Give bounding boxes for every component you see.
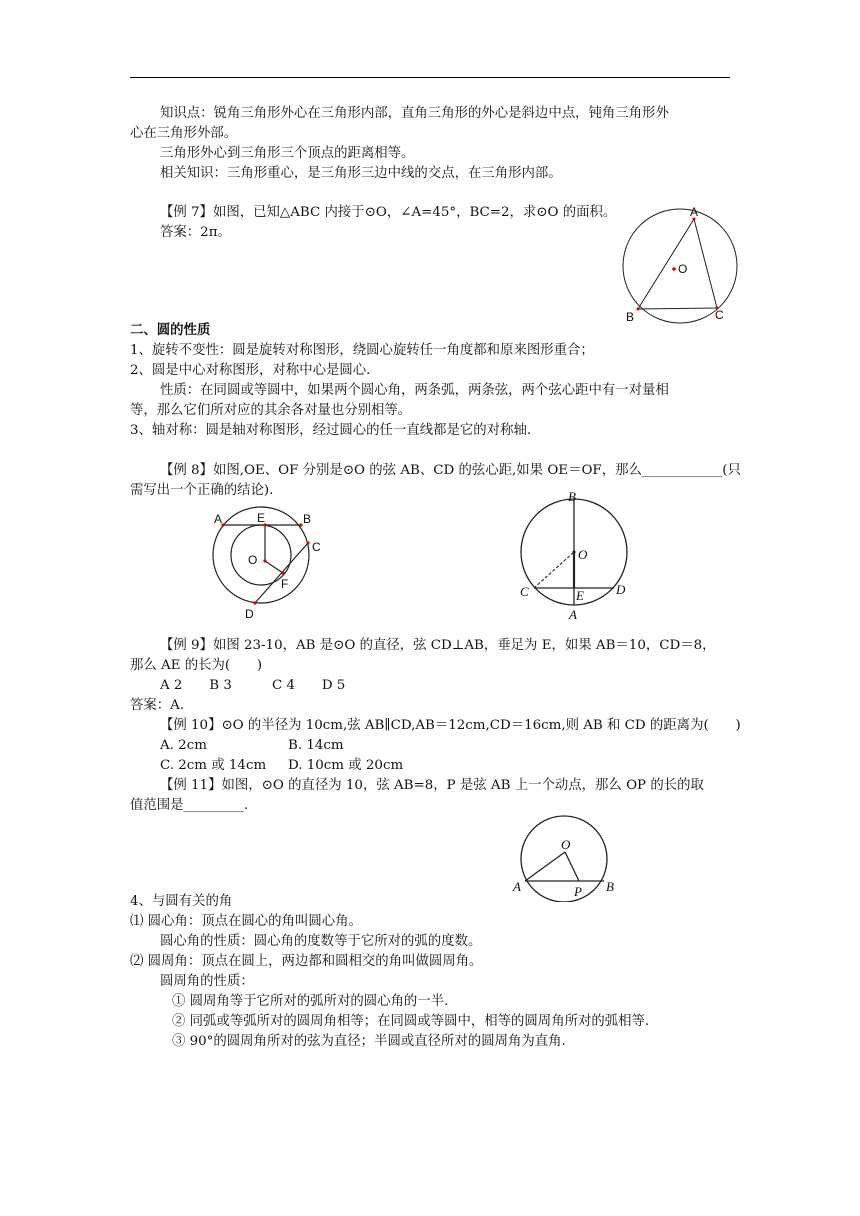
knowledge-line-3: 三角形外心到三角形三个顶点的距离相等。: [160, 146, 415, 161]
angles-line-2: 圆心角的性质：圆心角的度数等于它所对的弧的度数。: [160, 934, 482, 949]
label-C: C: [520, 584, 529, 599]
header-rule: [130, 77, 730, 78]
knowledge-line-2: 心在三角形外部。: [130, 126, 238, 141]
section-title-circle-properties: 二、圆的性质: [130, 323, 211, 338]
segment-op: [565, 852, 579, 881]
label-O: O: [678, 262, 688, 276]
example-8-question-2: 需写出一个正确的结论).: [130, 483, 274, 498]
angles-line-5: ① 圆周角等于它所对的弧所对的圆心角的一半.: [172, 994, 449, 1009]
label-P: P: [574, 884, 582, 899]
label-E: E: [257, 511, 266, 525]
label-D: D: [245, 607, 254, 620]
example-7-answer: 答案：2π。: [160, 225, 231, 240]
label-B: B: [568, 489, 576, 504]
label-O: O: [561, 837, 571, 852]
radius-oc: [534, 552, 574, 588]
angles-line-1: ⑴ 圆心角：顶点在圆心的角叫圆心角。: [130, 914, 362, 929]
segment-of: [265, 561, 283, 573]
example-7-figure: [618, 203, 748, 328]
segment-oa: [525, 852, 565, 881]
example-7-question: 【例 7】如图，已知△ABC 内接于⊙O，∠A=45°，BC=2，求⊙O 的面积。: [160, 205, 617, 220]
example-9-figure: [512, 488, 637, 624]
label-A: A: [569, 607, 577, 622]
example-9-answer: 答案：A.: [130, 698, 185, 713]
label-B: B: [606, 879, 614, 894]
label-A: A: [513, 879, 521, 894]
example-8-question-1: 【例 8】如图,OE、OF 分别是⊙O 的弦 AB、CD 的弦心距,如果 OE＝OF，那么____________(只: [160, 463, 741, 478]
label-O: O: [248, 553, 258, 567]
example-10-option-c: C. 2cm 或 14cm: [160, 758, 267, 773]
example-9-question-2: 那么 AE 的长为( ): [130, 658, 263, 673]
circle: [521, 816, 607, 902]
angles-line-4: 圆周角的性质：: [160, 974, 254, 989]
section-title-angles: 4、与圆有关的角: [130, 894, 233, 909]
example-8-figure: [205, 505, 330, 620]
example-10-question: 【例 10】⊙O 的半径为 10cm,弦 AB∥CD,AB＝12cm,CD＝16cm,则 AB 和 CD 的距离为( ): [160, 718, 741, 733]
example-9-question-1: 【例 9】如图 23-10，AB 是⊙O 的直径，弦 CD⊥AB，垂足为 E，如果 AB＝10，CD＝8，: [160, 638, 716, 653]
property-line-2: 2、圆是中心对称图形，对称中心是圆心.: [130, 363, 371, 378]
label-A: A: [690, 205, 699, 219]
example-9-options: A 2 B 3 C 4 D 5: [160, 678, 346, 693]
label-C: C: [715, 308, 724, 322]
knowledge-line-1: 知识点：锐角三角形外心在三角形内部，直角三角形的外心是斜边中点，钝角三角形外: [160, 106, 669, 121]
example-10-option-d: D. 10cm 或 20cm: [288, 758, 404, 773]
label-D: D: [616, 582, 626, 597]
label-B: B: [303, 512, 312, 526]
label-F: F: [281, 577, 289, 591]
label-B: B: [626, 310, 635, 324]
example-10-option-b: B. 14cm: [288, 738, 344, 753]
center-point: [672, 267, 676, 271]
example-11-question-2: 值范围是_________.: [130, 798, 249, 813]
example-11-figure: [508, 812, 620, 902]
property-line-1: 1、旋转不变性：圆是旋转对称图形，绕圆心旋转任一角度都和原来图形重合；: [130, 343, 594, 358]
example-10-option-a: A. 2cm: [160, 738, 207, 753]
property-line-4: 等，那么它们所对应的其余各对量也分别相等。: [130, 403, 412, 418]
property-line-5: 3、轴对称：圆是轴对称图形，经过圆心的任一直线都是它的对称轴.: [130, 423, 532, 438]
example-11-question-1: 【例 11】如图，⊙O 的直径为 10，弦 AB=8，P 是弦 AB 上一个动点，那么 OP 的长的取: [160, 778, 704, 793]
angles-line-7: ③ 90°的圆周角所对的弦为直径；半圆或直径所对的圆周角为直角.: [172, 1034, 566, 1049]
inner-circle: [231, 525, 291, 585]
label-C: C: [312, 540, 321, 554]
knowledge-line-4: 相关知识：三角形重心，是三角形三边中线的交点，在三角形内部。: [160, 166, 562, 181]
label-E: E: [576, 588, 584, 603]
angles-line-6: ② 同弧或等弧所对的圆周角相等；在同圆或等圆中，相等的圆周角所对的弧相等.: [172, 1014, 650, 1029]
angles-line-3: ⑵ 圆周角：顶点在圆上，两边都和圆相交的角叫做圆周角。: [130, 954, 483, 969]
label-O: O: [578, 547, 588, 562]
property-line-3: 性质：在同圆或等圆中，如果两个圆心角，两条弧，两条弦，两个弦心距中有一对量相: [160, 383, 669, 398]
label-A: A: [214, 512, 223, 526]
